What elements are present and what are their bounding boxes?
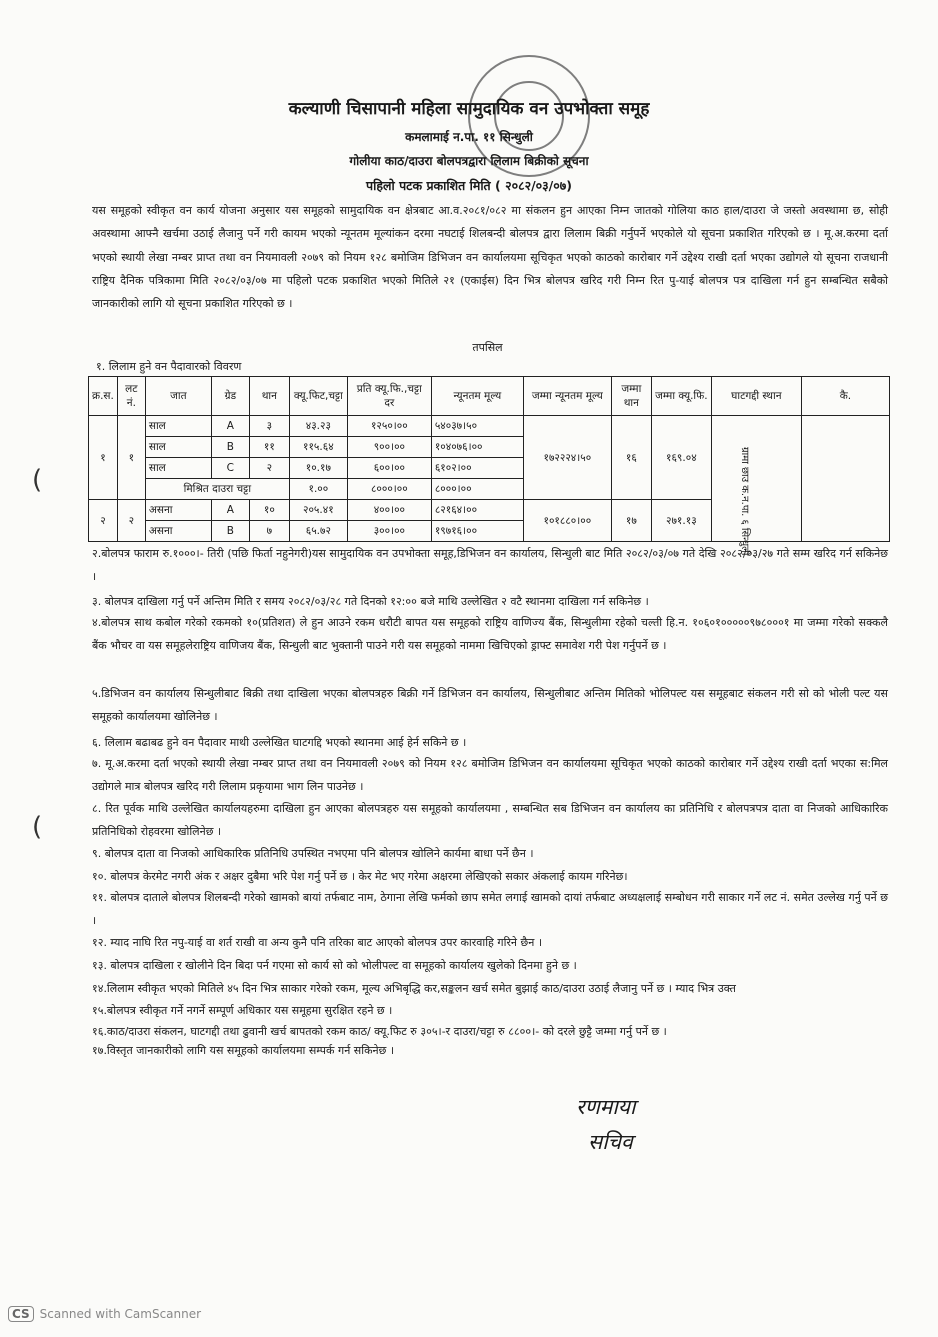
col-qty: थान	[249, 377, 289, 416]
remarks-cell	[801, 416, 889, 542]
cell-qty: ३	[249, 416, 289, 437]
lot1-total-cft: १६९.०४	[651, 416, 711, 500]
auction-table	[88, 376, 890, 555]
col-total-cft: जम्मा क्यू.फि.	[651, 377, 711, 416]
org-title: कल्याणी चिसापानी महिला सामुदायिक वन उपभोक्ता समूह	[288, 99, 650, 119]
lot2-total-qty: १७	[611, 500, 651, 542]
col-sn: क्र.स.	[89, 377, 118, 416]
clause-9: ९. बोलपत्र दाता वा निजको आधिकारिक प्रतिनिधि उपस्थित नभएमा पनि बोलपत्र खोलिने कार्यमा बाधा पर्ने छैन ।	[92, 847, 534, 860]
col-total-min: जम्मा न्यूनतम मूल्य	[523, 377, 611, 416]
cell-min: ५४०३७।५०	[431, 416, 523, 437]
col-grade: ग्रेड	[211, 377, 249, 416]
lot2-total-min: १०१८८०।००	[523, 500, 611, 542]
cell-qty: २	[249, 458, 289, 479]
lot1-total-min: १७२२२४।५०	[523, 416, 611, 500]
punch-hole-mark: (	[32, 812, 43, 842]
clause-10: १०. बोलपत्र केरमेट नगरी अंक र अक्षर दुबैमा भरि पेश गर्नु पर्ने छ । केर मेट भए गरेमा अक्षरमा लेखिएको सकार अंकलाई कायम गरिनेछ।	[92, 870, 628, 883]
scanner-watermark	[8, 1306, 201, 1322]
cell-cft: ६५.७२	[289, 521, 347, 542]
cell-cft: २०५.४१	[289, 500, 347, 521]
cell-cft: ११५.६४	[289, 437, 347, 458]
signature-title: सचिव	[588, 1130, 633, 1154]
cell-rate: १२५०।००	[347, 416, 431, 437]
cell-qty: ७	[249, 521, 289, 542]
clause-3: ३. बोलपत्र दाखिला गर्नु पर्ने अन्तिम मिति र समय २०८२/०३/२८ गते दिनको १२:०० बजे माथि उल्लेखित २ वटै स्थानमा दाखिला गर्न सकिनेछ ।	[92, 595, 649, 608]
table-header-row	[89, 377, 890, 416]
clause-12: १२. म्याद नाघि रित नपु-याई वा शर्त राखी वा अन्य कुनै पनि तरिका बाट आएको बोलपत्र उपर कारवाहि गरिने छैन ।	[92, 936, 543, 949]
publish-date: पहिलो पटक प्रकाशित मिति ( २०८२/०३/०७)	[366, 178, 572, 193]
cell-grade: C	[211, 458, 249, 479]
cell-qty: १०	[249, 500, 289, 521]
intro-paragraph: यस समूहको स्वीकृत वन कार्य योजना अनुसार यस समूहको सामुदायिक वन क्षेत्रबाट आ.व.२०८१/०८२ मा संकलन हुन आएका निम्न जातको गोलिया काठ हाल/दाउरा जे जस्तो अवस्थामा छ, सोही अवस्थामा आफ्नै खर्चमा उठाई लैजानु पर्ने गरी कायम भएको न्यूनतम मूल्यांकन दरमा नघटाई शिलबन्दी बोलपत्र द्वारा लिलाम बिक्री गर्नुपर्ने भएकोले यो सूचना प्रकाशित गरिएको छ । मू.अ.करमा दर्ता भएको स्थायी लेखा नम्बर प्राप्त तथा वन नियमावली २०७९ को नियम १२८ बमोजिम डिभिजन वन कार्यालयमा सूचिकृत भएको काठको कारोबार गर्ने उद्देश्य राखी दर्ता भएका उद्योगले यो सूचना राजधानी राष्ट्रिय दैनिक पत्रिकामा मिति २०८२/०३/०७ मा पहिलो पटक प्रकाशित भएको मितिले २१ (एकाईस) दिन भित्र बोलपत्र खरिद गरी निम्न रित पु-याई बोलपत्र पत्र दाखिला गर्न हुन सम्बन्धित सबैको जानकारीको लागि यो सूचना प्रकाशित गरिएको छ ।	[92, 204, 888, 311]
lot2-sn: २	[89, 500, 118, 542]
lot2-total-cft: २७१.१३	[651, 500, 711, 542]
col-depot: घाटगद्दी स्थान	[711, 377, 801, 416]
col-rate: प्रति क्यू.फि.,चट्टा दर	[347, 377, 431, 416]
lot2-lot: २	[117, 500, 145, 542]
cell-species: साल	[145, 437, 211, 458]
cell-qty: ११	[249, 437, 289, 458]
col-species: जात	[145, 377, 211, 416]
section-1-title: १. लिलाम हुने वन पैदावारको विवरण	[96, 360, 242, 373]
cell-cft: ४३.२३	[289, 416, 347, 437]
lot1-sn: १	[89, 416, 118, 500]
clause-14: १४.लिलाम स्वीकृत भएको मितिले ४५ दिन भित्र साकार गरेको रकम, मूल्य अभिबृद्धि कर,सङ्कलन खर्च समेत बुझाई काठ/दाउरा उठाई लैजानु पर्ने छ । म्याद भित्र उक्त	[92, 982, 736, 995]
cell-rate: ३००।००	[347, 521, 431, 542]
cell-min: ६१०२।००	[431, 458, 523, 479]
cell-species: असना	[145, 521, 211, 542]
camscanner-logo: CS	[8, 1306, 34, 1322]
cell-grade: A	[211, 500, 249, 521]
clause-4: ४.बोलपत्र साथ कबोल गरेको रकमको १०(प्रतिशत) ले हुन आउने रकम धरौटी बापत यस समूहको राष्ट्रिय वाणिज्य बैंक, सिन्धुलीमा रहेको चल्ती हि.न. १०६०१०००००९७८०००१ मा जम्मा गरेको सक्कलै बैंक भौचर वा यस समूहलेराष्ट्रिय वाणिजय बैंक, सिन्धुली बाट भुक्तानी पाउने गरी यस समूहको नाममा खिचिएको ड्राफ्ट समावेश गरी पेश गर्नुपर्ने छ ।	[92, 616, 888, 652]
clause-5: ५.डिभिजन वन कार्यालय सिन्धुलीबाट बिक्री तथा दाखिला भएका बोलपत्रहरु बिक्री गर्ने डिभिजन वन कार्यालय, सिन्धुलीबाट अन्तिम मितिको भोलिपल्ट यस समूहबाट संकलन गरी सो को भोली पल्ट यस समूहको कार्यालयमा खोलिनेछ ।	[92, 687, 888, 723]
cell-rate: ८०००।००	[347, 479, 431, 500]
cell-min: ८२१६४।००	[431, 500, 523, 521]
clause-11: ११. बोलपत्र दाताले बोलपत्र शिलबन्दी गरेको खामको बायां तर्फबाट नाम, ठेगाना लेखि फर्मको छाप समेत लगाई खामको दायां तर्फबाट अध्यक्षलाई सम्बोधन गरी साकार गर्ने लट नं. समेत उल्लेख गर्नु पर्ने छ ।	[92, 891, 888, 927]
cell-species: साल	[145, 416, 211, 437]
col-min-price: न्यूनतम मूल्य	[431, 377, 523, 416]
cell-min: १०४०७६।००	[431, 437, 523, 458]
col-total-qty: जम्मा थान	[611, 377, 651, 416]
signature-name: रणमाया	[576, 1095, 636, 1119]
depot-location: ग्रामा छाउ क.न.पा. ६ सिन्धुली	[738, 446, 750, 555]
col-lot: लट नं.	[117, 377, 145, 416]
clause-7: ७. मू.अ.करमा दर्ता भएको स्थायी लेखा नम्बर प्राप्त तथा वन नियमावली २०७९ को नियम १२८ बमोजिम डिभिजन वन कार्यालयमा सूचिकृत भएको काठको कारोबार गर्ने उद्देश्य राखी दर्ता भएका स:मिल उद्योगले मात्र बोलपत्र खरिद गरी लिलाम प्रकृयामा भाग लिन पाउनेछ ।	[92, 757, 888, 793]
depot-cell	[711, 416, 801, 555]
clause-16: १६.काठ/दाउरा संकलन, घाटगद्दी तथा ढुवानी खर्च बापतको रकम काठ/ क्यू.फिट रु ३०५।-र दाउरा/चट्टा रु ८८००।- को दरले छुट्टै जम्मा गर्नु पर्ने छ ।	[92, 1025, 667, 1038]
lot1-total-qty: १६	[611, 416, 651, 500]
scanner-text: Scanned with CamScanner	[39, 1307, 202, 1321]
clause-2: २.बोलपत्र फाराम रु.१०००।- तिरी (पछि फिर्ता नहुनेगरी)यस सामुदायिक वन उपभोक्ता समूह,डिभिजन वन कार्यालय, सिन्धुली बाट मिति २०८२/०३/०७ गते देखि २०८२/०३/२७ गते सम्म खरिद गर्न सकिनेछ ।	[92, 547, 888, 583]
cell-species: असना	[145, 500, 211, 521]
schedule-heading: तपसिल	[472, 341, 503, 354]
org-address: कमलामाई न.पा. ११ सिन्धुली	[405, 130, 533, 144]
clause-15: १५.बोलपत्र स्वीकृत गर्ने नगर्ने सम्पूर्ण अधिकार यस समूहमा सुरक्षित रहने छ ।	[92, 1004, 393, 1017]
clause-13: १३. बोलपत्र दाखिला र खोलीने दिन बिदा पर्न गएमा सो कार्य सो को भोलीपल्ट वा समूहको कार्यालय खुलेको दिनमा हुने छ ।	[92, 959, 577, 972]
punch-hole-mark: (	[32, 465, 43, 495]
cell-min: ८०००।००	[431, 479, 523, 500]
cell-cft: १०.१७	[289, 458, 347, 479]
lot1-lot: १	[117, 416, 145, 500]
clause-8: ८. रित पूर्वक माथि उल्लेखित कार्यालयहरुमा दाखिला हुन आएका बोलपत्रहरु यस समूहको कार्यालयमा , सम्बन्धित सब डिभिजन वन कार्यालय का प्रतिनिधि र बोलपत्रपत्र दाता वा निजको आधिकारिक प्रतिनिधिको रोहवरमा खोलिनेछ ।	[92, 802, 888, 838]
cell-rate: ४००।००	[347, 500, 431, 521]
clause-17: १७.विस्तृत जानकारीको लागि यस समूहको कार्यालयमा सम्पर्क गर्न सकिनेछ ।	[92, 1044, 395, 1057]
cell-rate: ९००।००	[347, 437, 431, 458]
cell-species: मिश्रित दाउरा चट्टा	[145, 479, 289, 500]
notice-subject: गोलीया काठ/दाउरा बोलपत्रद्वारा लिलाम बिक्रीको सूचना	[349, 154, 589, 168]
cell-grade: A	[211, 416, 249, 437]
table-row	[89, 416, 890, 437]
col-cft: क्यू.फिट,चट्टा	[289, 377, 347, 416]
cell-cft: १.००	[289, 479, 347, 500]
cell-species: साल	[145, 458, 211, 479]
cell-min: १९७१६।००	[431, 521, 523, 542]
cell-rate: ६००।००	[347, 458, 431, 479]
clause-6: ६. लिलाम बढाबढ हुने वन पैदावार माथी उल्लेखित घाटगद्दि भएको स्थानमा आई हेर्न सकिने छ ।	[92, 736, 467, 749]
col-remarks: कै.	[801, 377, 889, 416]
cell-grade: B	[211, 521, 249, 542]
cell-grade: B	[211, 437, 249, 458]
